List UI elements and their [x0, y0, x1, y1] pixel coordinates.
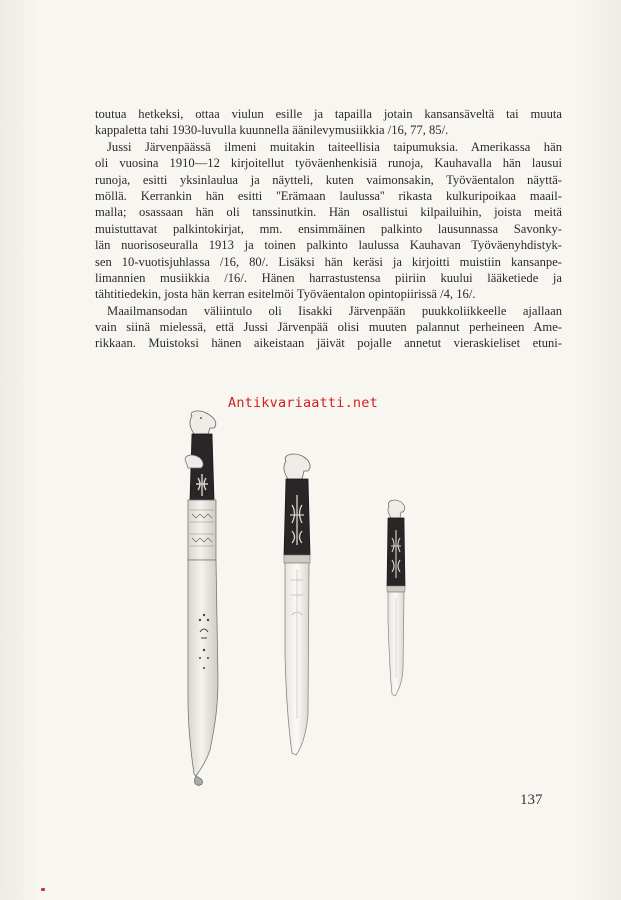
watermark-text: Antikvariaatti.net [228, 395, 378, 411]
body-text [95, 106, 562, 352]
page-number: 137 [520, 792, 543, 808]
text-line: sen 10-vuotisjuhlassa /16, 80/. Lisäksi hän keräsi ja kirjoitti muistiin kansanpe- [95, 254, 562, 269]
text-line: Maailmansodan väliintulo oli Iisakki Järvenpään puukkoliikkeelle ajallaan [107, 303, 562, 318]
knives-illustration [170, 410, 440, 790]
text-line: toutua hetkeksi, ottaa viulun esille ja tapailla jotain kansansäveltä tai muuta [95, 107, 562, 121]
knife-medium-icon [284, 454, 310, 755]
text-line: runoja, esitti yksinlaulua ja näytteli, kuten vaimonsakin, Työväentalon näyttä- [95, 172, 562, 187]
knife-in-sheath-icon [185, 411, 218, 785]
text-line: tähtitiedekin, josta hän kerran esitelmöi Työväentalon opintopiirissä /4, 16/. [95, 287, 476, 302]
text-line: län nuorisoseuralla 1913 ja toinen palkinto laulussa Kauhavan Työväenyhdistyk- [95, 238, 562, 253]
text-line: Jussi Järvenpäässä ilmeni muitakin taiteellisia taipumuksia. Amerikassa hän [107, 139, 562, 154]
text-line: möllä. Kerrankin hän esitti ''Erämaan laulussa'' rikasta kulkuripoikaa maail- [95, 188, 562, 203]
scan-mark [41, 888, 45, 891]
text-line: limannien musiikkia /16/. Hänen harrastustensa piiriin kuului lääketiede ja [95, 270, 562, 285]
text-line: muistuttavat palkintokirjat, mm. ensimmäinen palkinto lausunnassa Savonky- [95, 221, 562, 236]
text-line: oli vuosina 1910—12 kirjoitellut työväenhenkisiä runoja, Kauhavalla hän lausui [95, 156, 562, 171]
knife-small-icon [387, 500, 405, 696]
text-line: kappaletta tahi 1930-luvulla kuunnella äänilevymusiikkia /16, 77, 85/. [95, 123, 449, 138]
text-line: rikkaan. Muistoksi hänen aikeistaan jäivät pojalle annetut vieraskieliset etuni- [95, 336, 562, 351]
text-line: malla; osassaan hän oli tanssinutkin. Hän osallistui kilpailuihin, joista meitä [95, 205, 562, 220]
text-line: vain siinä mielessä, että Jussi Järvenpää olisi muuten palannut perheineen Ame- [95, 320, 562, 335]
